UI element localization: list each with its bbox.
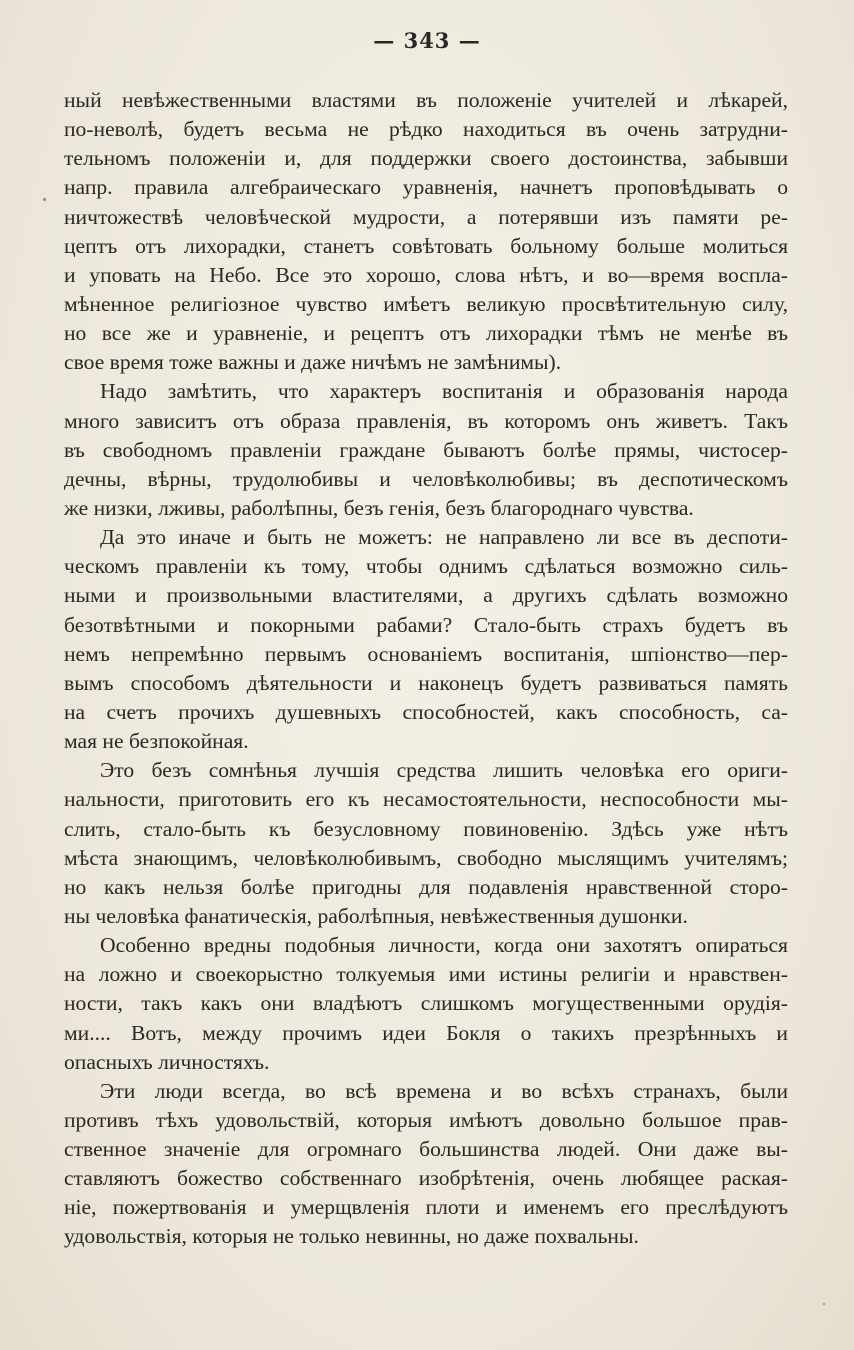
text-line: ніе, пожертвованія и умерщвленія плоти и именемъ его преслѣдуютъ <box>64 1195 788 1220</box>
text-line: же низки, лживы, раболѣпны, безъ генія, безъ благороднаго чувства. <box>64 495 694 520</box>
text-line: немъ непремѣнно первымъ основаніемъ воспитанія, шпіонство—пер- <box>64 641 788 666</box>
text-line: много зависитъ отъ образа правленія, въ которомъ онъ живетъ. Такъ <box>64 408 788 433</box>
text-line: ми.... Вотъ, между прочимъ идеи Бокля о такихъ презрѣнныхъ и <box>64 1020 788 1045</box>
paragraph <box>64 931 788 1077</box>
paragraph <box>64 756 788 931</box>
text-line: вымъ способомъ дѣятельности и наконецъ будетъ развиваться память <box>64 670 788 695</box>
text-line: Это безъ сомнѣнья лучшія средства лишить человѣка его ориги- <box>100 758 788 783</box>
text-line: ны человѣка фанатическія, раболѣпныя, невѣжественныя душонки. <box>64 903 688 928</box>
text-line: но какъ нельзя болѣе пригодны для подавленія нравственной сторо- <box>64 874 788 899</box>
paragraph <box>64 377 788 523</box>
paper-speck <box>43 198 46 201</box>
text-line: ческомъ правленіи къ тому, чтобы однимъ сдѣлаться возможно силь- <box>64 554 788 579</box>
text-line: ный невѣжественными властями въ положеніе учителей и лѣкарей, <box>64 88 788 112</box>
text-line: безотвѣтными и покорными рабами? Стало-быть страхъ будетъ въ <box>64 612 788 637</box>
text-line: свое время тоже важны и даже ничѣмъ не замѣнимы). <box>64 350 562 375</box>
text-line: по-неволѣ, будетъ весьма не рѣдко находиться въ очень затрудни- <box>64 117 788 142</box>
text-line: Эти люди всегда, во всѣ времена и во всѣхъ странахъ, были <box>100 1078 788 1103</box>
paragraph <box>64 523 788 756</box>
text-line: слить, стало-быть къ безусловному повиновенію. Здѣсь уже нѣтъ <box>64 816 788 841</box>
text-line: мая не безпокойная. <box>64 729 249 754</box>
paragraph <box>64 86 788 377</box>
text-line: ставляютъ божество собственнаго изобрѣтенія, очень любящее раская- <box>64 1166 788 1191</box>
text-line: ными и произвольными властителями, а другихъ сдѣлать возможно <box>64 583 788 608</box>
text-line: цептъ отъ лихорадки, станетъ совѣтовать больному больше молиться <box>64 233 788 258</box>
page-text <box>64 86 788 1252</box>
text-line: на ложно и своекорыстно толкуемыя ими истины религіи и нравствен- <box>64 962 788 987</box>
text-line: ности, такъ какъ они владѣютъ слишкомъ могущественными орудія- <box>64 991 788 1016</box>
text-line: нальности, приготовить его къ несамостоятельности, неспособности мы- <box>64 787 788 812</box>
text-line: Да это иначе и быть не можетъ: не направлено ли все въ деспоти- <box>100 525 788 550</box>
text-line: напр. правила алгебраическаго уравненія, начнетъ проповѣдывать о <box>64 175 788 200</box>
paper-speck <box>823 1303 825 1305</box>
text-line: противъ тѣхъ удовольствій, которыя имѣютъ довольно большое прав- <box>64 1107 788 1132</box>
text-line: Особенно вредны подобныя личности, когда они захотятъ опираться <box>100 933 788 958</box>
text-line: мѣненное религіозное чувство имѣетъ великую просвѣтительную силу, <box>64 291 788 316</box>
page-number: — 343 — <box>373 28 481 53</box>
text-line: дечны, вѣрны, трудолюбивы и человѣколюбивы; въ деспотическомъ <box>64 466 788 491</box>
text-line: Надо замѣтить, что характеръ воспитанія и образованія народа <box>100 379 788 404</box>
text-line: мѣста знающимъ, человѣколюбивымъ, свободно мыслящимъ учителямъ; <box>64 845 788 870</box>
paragraph <box>64 1077 788 1252</box>
text-line: удовольствія, которыя не только невинны, но даже похвальны. <box>64 1224 639 1249</box>
text-line: и уповать на Небо. Все это хорошо, слова нѣтъ, и во—время воспла- <box>64 262 788 287</box>
text-line: опасныхъ личностяхъ. <box>64 1049 270 1074</box>
text-line: ственное значеніе для огромнаго большинства людей. Они даже вы- <box>64 1137 788 1162</box>
text-line: ничтожествѣ человѣческой мудрости, а потерявши изъ памяти ре- <box>64 204 788 229</box>
text-line: тельномъ положеніи и, для поддержки своего достоинства, забывши <box>64 146 788 171</box>
text-line: на счетъ прочихъ душевныхъ способностей, какъ способность, са- <box>64 699 788 724</box>
text-line: но все же и уравненіе, и рецептъ отъ лихорадки тѣмъ не менѣе въ <box>64 321 788 346</box>
text-line: въ свободномъ правленіи граждане бываютъ болѣе прямы, чистосер- <box>64 437 788 462</box>
